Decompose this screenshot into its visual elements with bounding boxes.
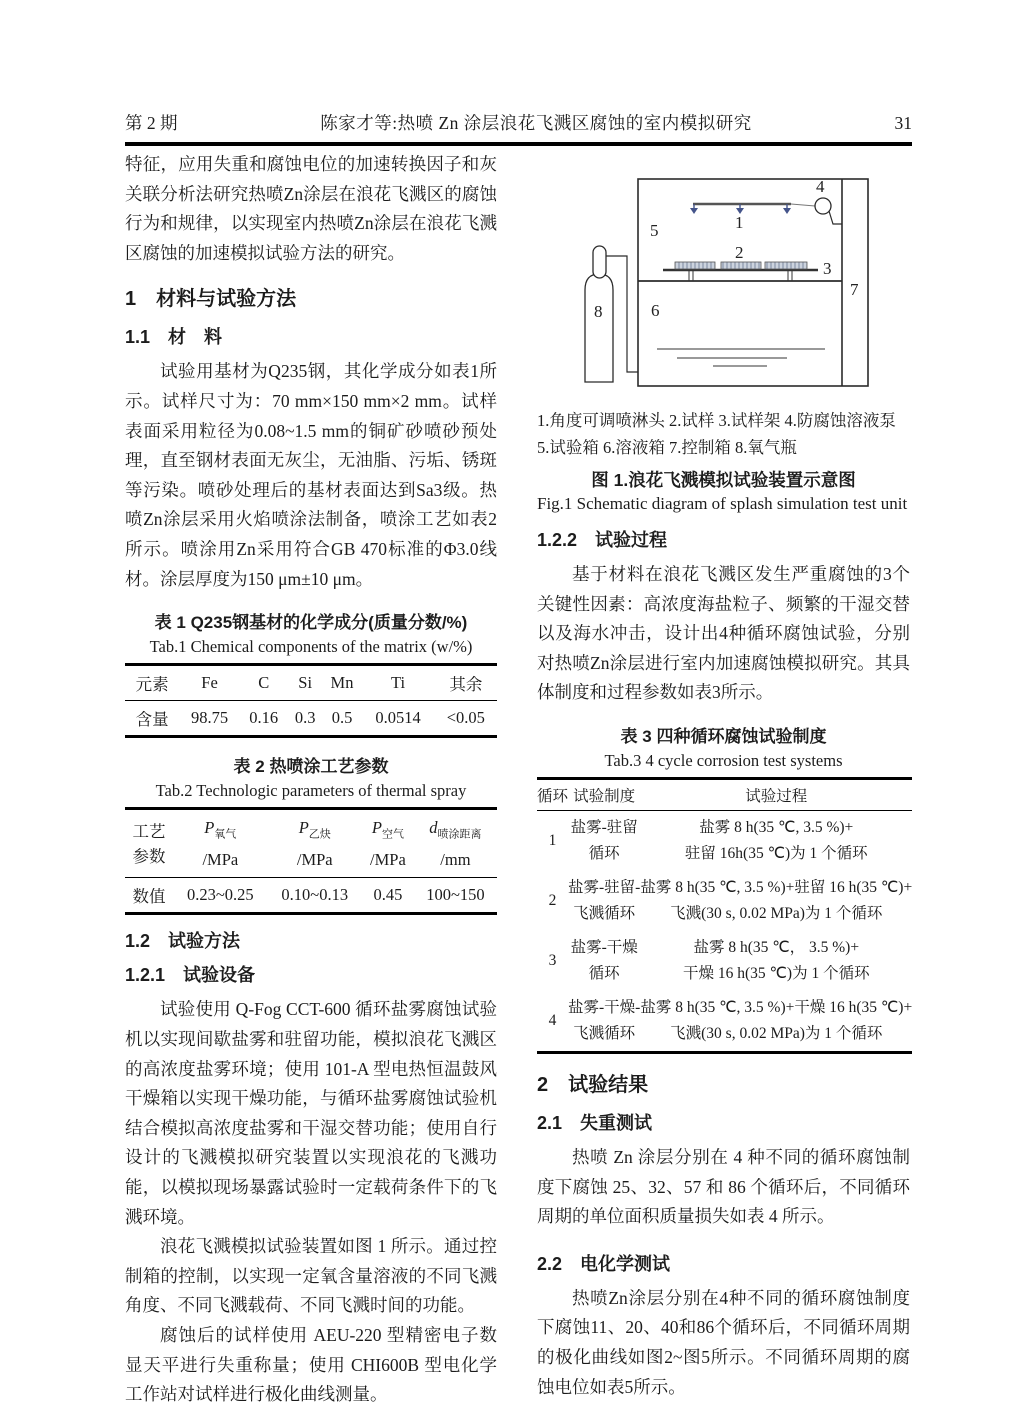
spray-nozzle-icon [783,208,791,214]
table1-value: 0.0514 [375,708,421,728]
figure-label-3: 3 [823,259,832,278]
gas-cylinder-neck [593,246,606,278]
samples [675,262,807,269]
process-line1: 盐雾 8 h(35 ℃, 3.5 %)+驻留 16 h(35 ℃)+ [640,878,913,896]
section-2-1-heading: 2.1 失重测试 [537,1112,653,1133]
table-row [125,701,497,737]
system-line1: 盐雾-驻留- [568,878,641,896]
system-line2: 飞溅循环 [573,904,636,922]
table3-process-cell [640,931,912,991]
figure1-caption-cn: 图 1.浪花飞溅模拟试验装置示意图 [591,470,856,490]
table-row [537,931,912,991]
table1-header-mn: Mn [323,665,362,701]
unit: /MPa [296,850,333,870]
table-1 [125,663,497,738]
right-column [537,150,913,1402]
system-line1: 盐雾-干燥 [570,938,638,956]
running-title: 陈家才等:热喷 Zn 涂层浪花飞溅区腐蚀的室内模拟研究 [320,113,752,133]
figure-legend-line2: 5.试验箱 6.溶液箱 7.控制箱 8.氧气瓶 [537,437,797,457]
paragraph-equipment: 试验使用 Q-Fog CCT-600 循环盐雾腐蚀试验机以实现间歇盐雾和驻留功能，模拟浪花飞溅区的高浓度盐雾环境；使用 101-A 型电热恒温鼓风干燥箱以实现干燥功能，与循环盐雾腐蚀试验机结合模拟高浓度盐雾和干湿交替功能；使用自行设计的飞溅模拟研究装置以实现浪花的飞溅功能，以模拟现场暴露试验时一定载荷条件下的飞溅环境。 [125,999,497,1227]
system-line2: 循环 [588,844,620,862]
system-line1: 盐雾-驻留 [570,818,638,836]
table1-header-fe: Fe [179,665,240,701]
table-row [537,991,912,1053]
table1-value: 0.16 [249,708,279,728]
shelf-legs [689,271,792,281]
figure-label-2: 2 [735,243,744,262]
table1-header-ti: Ti [361,665,434,701]
page-number: 31 [894,113,912,133]
table2-row-header-line2: 参数 [132,846,166,866]
table1-value: 0.3 [294,708,316,728]
subscript: 乙炔 [308,828,331,841]
figure-label-5: 5 [650,221,659,240]
symbol: P [298,818,309,838]
figure-label-8: 8 [594,302,603,321]
table1-value: <0.05 [446,708,485,728]
table1-header-si: Si [288,665,323,701]
table1-row-label: 含量 [135,710,169,730]
table3-header-cycle: 循环 [537,778,568,810]
table3-header-system: 试验制度 [568,778,640,810]
table2-value: 0.45 [373,885,403,905]
table1-value: 0.5 [331,708,353,728]
figure-label-6: 6 [651,301,660,320]
table3-cycle-no: 4 [548,1011,557,1029]
figure-label-1: 1 [735,213,744,232]
table-row [125,878,497,914]
figure1-caption-en: Fig.1 Schematic diagram of splash simulation test unit [537,494,908,513]
system-line1: 盐雾-干燥- [568,998,641,1016]
table3-caption-en: Tab.3 4 cycle corrosion test systems [604,750,843,770]
section-1-2-heading: 1.2 试验方法 [125,931,241,952]
pump-outlet-line [829,211,842,224]
table3-system-cell [568,810,640,871]
splash-test-unit-schematic [537,164,910,399]
table3-header-process: 试验过程 [640,778,912,810]
unit: /MPa [370,850,406,870]
table2-value: 0.23~0.25 [186,885,254,905]
sample-plate [721,262,761,269]
process-line1: 盐雾 8 h(35 ℃， 3.5 %)+ [693,938,860,956]
system-line2: 循环 [588,964,620,982]
table2-row-header-line1: 工艺 [132,821,166,841]
figure-legend [537,408,910,461]
table1-caption-en: Tab.1 Chemical components of the matrix (w/%) [149,637,473,657]
section-1-2-1-heading: 1.2.1 试验设备 [125,965,256,986]
paragraph-material: 试验用基材为Q235钢，其化学成分如表1所示。试样尺寸为：70 mm×150 mm×2 mm。试样表面采用粒径为0.08~1.5 mm的铜矿砂喷砂预处理，直至钢材表面无灰尘，无油脂、污垢、锈斑等污染。喷砂处理后的基材表面达到Sa3级。热喷Zn涂层采用火焰喷涂法制备，喷涂工艺如表2所示。喷涂用Zn采用符合GB 470标准的Φ3.0线材。涂层厚度为150 μm±10 μm。 [125,361,497,589]
table-row [537,810,912,871]
table-3 [537,777,912,1054]
paragraph-process: 基于材料在浪花飞溅区发生严重腐蚀的3个关键性因素：高浓度海盐粒子、频繁的干湿交替以及海水冲击，设计出4种循环腐蚀试验，分别对热喷Zn涂层进行室内加速腐蚀模拟研究。其具体制度和过程参数如表3所示。 [537,564,910,703]
gas-cylinder-body [585,274,613,382]
table3-system-cell [568,991,640,1053]
table2-col-distance [414,809,497,878]
subscript: 喷涂距离 [437,828,482,841]
table2-caption-cn: 表 2 热喷涂工艺参数 [233,757,389,777]
test-chamber-outline [638,179,868,386]
table2-col-air [362,809,414,878]
section-1-2-2-heading: 1.2.2 试验过程 [537,530,668,550]
figure-label-4: 4 [816,177,825,196]
table3-process-cell [640,871,912,931]
section-2-heading: 2 试验结果 [537,1073,649,1096]
section-1-heading: 1 材料与试验方法 [125,288,297,311]
table3-cycle-no: 3 [548,951,557,969]
figure-label-7: 7 [850,280,859,299]
table1-header-element: 元素 [125,665,179,701]
table1-value: 98.75 [190,708,229,728]
paragraph-weighing: 腐蚀后的试样使用 AEU-220 型精密电子数显天平进行失重称量；使用 CHI600B 型电化学工作站对试样进行极化曲线测量。 [125,1324,497,1405]
table2-row-header [125,809,173,878]
symbol: P [204,818,215,838]
process-line1: 盐雾 8 h(35 ℃, 3.5 %)+ [699,818,854,836]
table2-col-oxygen [173,809,267,878]
section-1-1-heading: 1.1 材 料 [125,327,223,348]
unit: /MPa [202,850,239,870]
figure-legend-line1: 1.角度可调喷淋头 2.试样 3.试样架 4.防腐蚀溶液泵 [537,411,896,430]
process-line2: 驻留 16h(35 ℃)为 1 个循环 [684,844,868,862]
process-line1: 盐雾 8 h(35 ℃, 3.5 %)+干燥 16 h(35 ℃)+ [640,998,913,1016]
running-header [125,110,912,146]
pump-feed-line [791,204,815,206]
table2-value: 100~150 [426,885,485,905]
table1-header-rest: 其余 [435,665,497,701]
issue-label: 第 2 期 [125,113,178,133]
table-row [537,871,912,931]
table-row [125,665,497,701]
process-line2: 干燥 16 h(35 ℃)为 1 个循环 [682,964,870,982]
table2-value: 0.10~0.13 [281,885,349,905]
paragraph-intro: 特征，应用失重和腐蚀电位的加速转换因子和灰关联分析法研究热喷Zn涂层在浪花飞溅区的腐蚀行为和规律，以实现室内热喷Zn涂层在浪花飞溅区腐蚀的加速模拟试验方法的研究。 [125,154,497,263]
table2-col-acetylene [268,809,362,878]
table-row [125,809,497,878]
unit: /mm [440,850,471,870]
subscript: 氧气 [214,828,237,841]
process-line2: 飞溅(30 s, 0.02 MPa)为 1 个循环 [670,1024,883,1042]
table3-cycle-no: 1 [548,831,557,849]
table-row [537,778,912,810]
symbol: d [429,818,438,838]
water-surface-lines [657,349,825,366]
table3-cycle-no: 2 [548,891,557,909]
paragraph-electrochem: 热喷Zn涂层分别在4种不同的循环腐蚀制度下腐蚀11、20、40和86个循环后，不同循环周期的极化曲线如图2~图5所示。不同循环周期的腐蚀电位如表5所示。 [537,1287,910,1397]
table-2 [125,807,497,915]
table3-system-cell [568,931,640,991]
table3-caption-cn: 表 3 四种循环腐蚀试验制度 [620,726,827,746]
sample-plate [675,262,715,269]
table1-caption-cn: 表 1 Q235钢基材的化学成分(质量分数/%) [154,613,468,633]
section-2-2-heading: 2.2 电化学测试 [537,1253,671,1274]
subscript: 空气 [381,828,404,841]
figure-1 [537,164,910,514]
table3-system-cell [568,871,640,931]
table2-value-label: 数值 [132,887,166,907]
paragraph-splash-device: 浪花飞溅模拟试验装置如图 1 所示。通过控制箱的控制，以实现一定氧含量溶液的不同飞溅角度、不同飞溅载荷、不同飞溅时间的功能。 [125,1236,497,1316]
table2-caption-en: Tab.2 Technologic parameters of thermal spray [155,781,467,801]
spray-nozzle-icon [690,208,698,214]
table3-process-cell [640,991,912,1053]
sample-plate [765,262,807,269]
paragraph-weightloss: 热喷 Zn 涂层分别在 4 种不同的循环腐蚀制度下腐蚀 25、32、57 和 86 个循环后，不同循环周期的单位面积质量损失如表 4 所示。 [537,1146,910,1227]
process-line2: 飞溅(30 s, 0.02 MPa)为 1 个循环 [670,904,883,922]
left-column [125,150,497,1410]
table3-process-cell [640,810,912,871]
symbol: P [371,818,382,838]
table1-header-c: C [240,665,288,701]
system-line2: 飞溅循环 [573,1024,636,1042]
